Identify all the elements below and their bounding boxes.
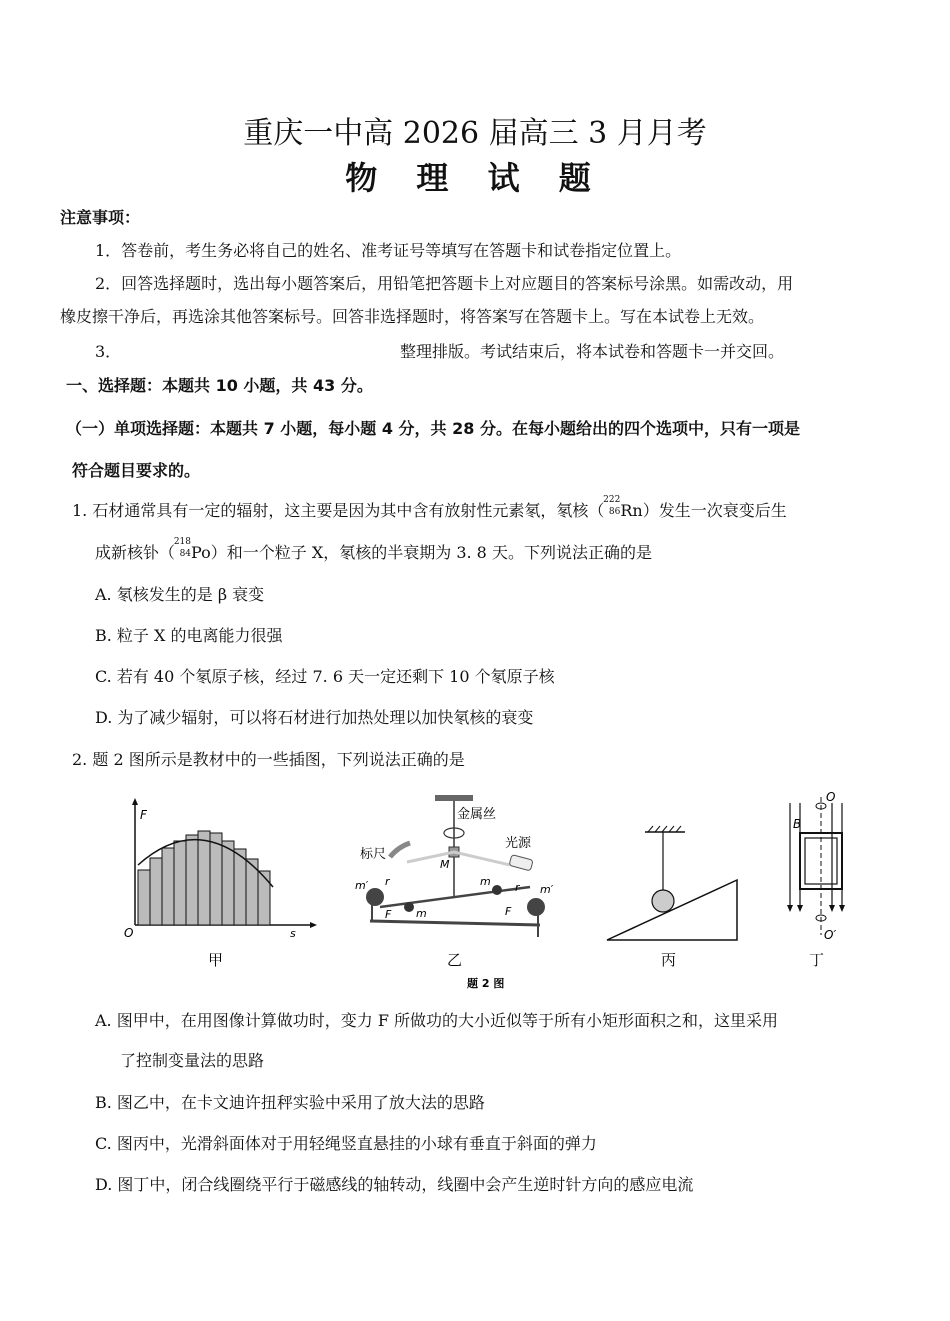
jia-rect: [222, 841, 234, 925]
question-2-option-c: C. 图丙中，光滑斜面体对于用轻绳竖直悬挂的小球有垂直于斜面的弹力: [95, 1134, 597, 1153]
notice-item-1: 1．答卷前，考生务必将自己的姓名、准考证号等填写在答题卡和试卷指定位置上。: [95, 241, 682, 260]
question-1-line1: [72, 495, 787, 521]
question-2-stem: 2. 题 2 图所示是教材中的一些插图，下列说法正确的是: [72, 750, 465, 769]
jia-rect: [138, 870, 150, 925]
figure-ding-coil: [787, 790, 845, 942]
yi-big-ball-left: [366, 888, 384, 906]
notice-item-2-line1: 2．回答选择题时，选出每小题答案后，用铅笔把答题卡上对应题目的答案标号涂黑。如需改动，用: [95, 274, 794, 293]
yi-label-r-right: r: [515, 881, 520, 894]
jia-rect: [258, 871, 270, 925]
section-heading: 一、选择题：本题共 10 小题，共 43 分。: [66, 376, 373, 395]
figure-label-yi: 乙: [447, 951, 463, 969]
question-2-figure: [110, 785, 870, 995]
jia-rect: [234, 849, 246, 925]
jia-rect: [162, 848, 174, 925]
polonium-mass-number: 218: [173, 537, 192, 547]
figure-label-ding: 丁: [809, 951, 825, 969]
question-2-option-b: B. 图乙中，在卡文迪许扭秤实验中采用了放大法的思路: [95, 1093, 485, 1112]
bing-ball: [652, 890, 674, 912]
radon-nuclide: [603, 495, 621, 517]
radon-symbol: Rn: [620, 501, 643, 520]
yi-t-beam: [380, 887, 530, 907]
question-1-line2: [95, 537, 652, 563]
figure-label-bing: 丙: [661, 951, 677, 969]
yi-label-m-prime-right: m′: [540, 883, 554, 896]
ding-label-b: B: [793, 817, 802, 831]
polonium-atomic-number: 84: [179, 549, 192, 559]
yi-label-scale: 标尺: [360, 847, 387, 862]
polonium-nuclide: [173, 537, 192, 559]
jia-rect: [186, 835, 198, 925]
subsection-heading-line2: 符合题目要求的。: [72, 461, 201, 480]
figure-label-jia: 甲: [208, 951, 224, 969]
subsection-heading-line1: （一）单项选择题：本题共 7 小题，每小题 4 分，共 28 分。在每小题给出的四个选项中，只有一项是: [66, 419, 800, 438]
yi-label-m-right: m: [480, 875, 491, 888]
notice-item-3-text: 整理排版。考试结束后，将本试卷和答题卡一并交回。: [400, 342, 785, 361]
yi-small-ball-right: [492, 885, 502, 895]
yi-base-rod: [370, 921, 540, 925]
bing-ceiling-hatch: [648, 826, 681, 832]
jia-label-s: s: [290, 927, 296, 940]
yi-label-f-left: F: [385, 908, 392, 921]
jia-rectangles: [138, 831, 270, 925]
notice-heading: 注意事项：: [60, 208, 141, 227]
question-1-line2-end: ）和一个粒子 X，氡核的半衰期为 3. 8 天。下列说法正确的是: [210, 543, 652, 562]
exam-title: 重庆一中高 2026 届高三 3 月月考: [243, 116, 707, 151]
jia-rect: [150, 858, 162, 925]
jia-f-axis-arrow: [132, 798, 138, 805]
jia-rect: [174, 841, 186, 925]
ding-field-arrows: [787, 905, 845, 912]
yi-light-source: [509, 855, 533, 871]
yi-label-light-source: 光源: [505, 836, 532, 851]
yi-label-big-m: M: [440, 858, 450, 871]
question-1-option-a: A. 氡核发生的是 β 衰变: [95, 585, 265, 604]
jia-label-f: F: [140, 808, 147, 822]
exam-subject: 物 理 试 题: [345, 159, 605, 197]
figure-jia-graph: [124, 798, 317, 940]
radon-atomic-number: 86: [608, 507, 621, 517]
question-1-option-b: B. 粒子 X 的电离能力很强: [95, 626, 283, 645]
yi-label-m-prime-left: m′: [355, 879, 369, 892]
yi-label-f-right: F: [505, 905, 512, 918]
question-1-line1-start: 1. 石材通常具有一定的辐射，这主要是因为其中含有放射性元素氡，氡核（: [72, 501, 605, 520]
yi-label-m-left: m: [416, 907, 427, 920]
yi-scale: [390, 843, 410, 857]
yi-label-r-left: r: [385, 875, 390, 888]
question-2-option-d: D. 图丁中，闭合线圈绕平行于磁感线的轴转动，线圈中会产生逆时针方向的感应电流: [95, 1175, 694, 1194]
notice-item-2-line2: 橡皮擦干净后，再选涂其他答案标号。回答非选择题时，将答案写在答题卡上。写在本试卷上无效。: [60, 307, 765, 326]
jia-rect: [210, 833, 222, 925]
ding-label-o: O: [826, 790, 836, 804]
figure-yi-torsion-balance: [355, 795, 554, 937]
figure-bing-incline: [607, 826, 737, 940]
question-2-option-a-line2: 了控制变量法的思路: [120, 1051, 265, 1070]
yi-label-metal-wire: 金属丝: [457, 807, 497, 822]
question-1-option-d: D. 为了减少辐射，可以将石材进行加热处理以加快氡核的衰变: [95, 708, 534, 727]
yi-big-ball-right: [527, 898, 545, 916]
jia-rect: [198, 831, 210, 925]
question-2-option-a-line1: A. 图甲中，在用图像计算做功时，变力 F 所做功的大小近似等于所有小矩形面积之和，这里采用: [95, 1011, 779, 1030]
polonium-symbol: Po: [191, 543, 211, 562]
ding-label-o-prime: O′: [824, 928, 837, 942]
yi-small-ball-left: [404, 902, 414, 912]
figure-caption: 题 2 图: [467, 977, 505, 990]
radon-mass-number: 222: [603, 495, 621, 505]
question-1-option-c: C. 若有 40 个氡原子核，经过 7. 6 天一定还剩下 10 个氡原子核: [95, 667, 555, 686]
bing-incline: [607, 880, 737, 940]
yi-light-path: [407, 852, 510, 865]
yi-ceiling-mount: [435, 795, 473, 801]
question-1-line1-end: ）发生一次衰变后生: [642, 501, 787, 520]
question-1-line2-start: 成新核钋（: [95, 543, 176, 562]
notice-item-3-number: 3．: [95, 342, 122, 361]
jia-label-o: O: [124, 926, 134, 940]
jia-s-axis-arrow: [310, 922, 317, 928]
